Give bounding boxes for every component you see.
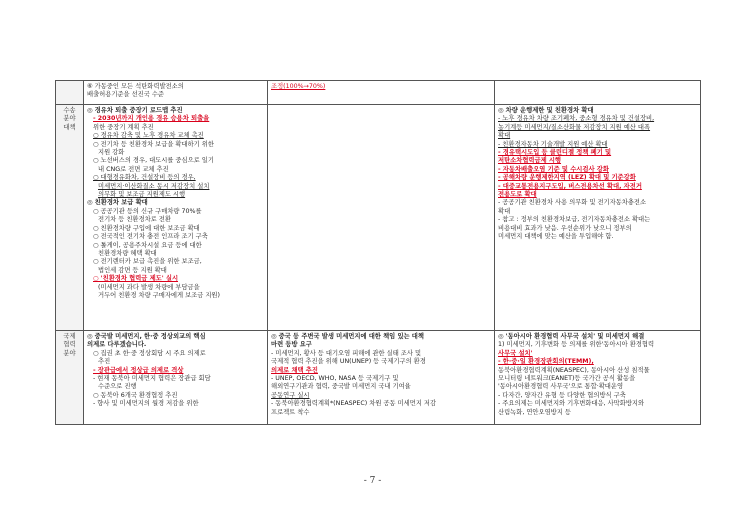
cell-row1-col2 — [268, 105, 495, 331]
text-line: 모니터링 네트워크(EANET)등 국가간 공식 활동을 — [498, 375, 636, 383]
text-line: - 다자간, 양자간 유형 등 다양한 협의방식 구축 — [498, 391, 626, 399]
document-page — [55, 80, 700, 425]
text-line: 의무화 및 보조금 지원제도 시행 — [98, 191, 186, 199]
text-line: ○ 전기차 등 친환경차 보급을 확대하기 위한 — [93, 140, 214, 148]
text-line: 확대 — [498, 207, 511, 215]
row-head-text: 분야 — [63, 115, 76, 123]
text-line: - 대중교통전용지구도입, 버스전용차선 확대, 자전거 — [498, 182, 642, 190]
text-line: - 장관급에서 정상급 의제로 격상 — [93, 366, 184, 374]
text-line: - 미세먼지, 황사 등 대기오염 피해에 관한 실태 조사 및 — [271, 349, 422, 357]
text-line: 의제로 채택 추진 — [271, 366, 318, 374]
text-line: 공동연구 실시 — [271, 391, 310, 399]
cell-row0-col2 — [268, 81, 495, 105]
section-heading: ◎ '동아시아 환경협력 사무국 설치' 및 미세먼지 해결 — [498, 333, 645, 340]
section-heading: ◎ 중국발 미세먼지, 한·중 정상외교의 핵심 — [87, 333, 206, 340]
text-line: - 2030년까지 개인용 경유 승용차 퇴출을 — [93, 115, 210, 123]
cell-row0-col1 — [84, 81, 268, 105]
text-line: (미세먼지 과다 발생 차량에 부담금을 — [98, 283, 200, 291]
cell-row2-col2 — [268, 331, 495, 425]
text-line: - 친환경자동차 기술개발 지원 예산 확대 — [498, 140, 608, 148]
table-row — [56, 105, 701, 331]
row-head-empty — [56, 81, 84, 105]
text-line: 비용대비 효과가 낮음. 우선순위가 낮으니 정부의 — [498, 224, 632, 232]
row-head-international — [56, 331, 84, 425]
table-row — [56, 331, 701, 425]
text-line: 법인세 감면 등 지원 확대 — [98, 266, 167, 274]
text-line: 산림녹화, 연안오염방지 등 — [498, 408, 571, 416]
section-heading: 마련 등방 요구 — [271, 341, 312, 349]
section-heading: ◎ 중국 등 주변국 발생 미세먼지에 대한 책임 있는 대책 — [271, 333, 424, 340]
text-line: - 자동차배출오염 기준 및 수시검사 강화 — [498, 165, 609, 173]
cell-row2-col1 — [84, 331, 268, 425]
text-line: 국제적 협력 추진을 위해 UN(UNEP) 등 국제기구의 환경 — [271, 358, 426, 366]
text-line: 위한 중장기 계획 추진 — [93, 123, 154, 131]
text-line: 지원 강화 — [98, 149, 125, 157]
text-line: ⑥ 가동중인 모든 석탄화력발전소의 — [87, 83, 184, 90]
row-head-text: 분야 — [63, 349, 76, 357]
text-line: - 현재 동북아 미세먼지 협력은 장관급 회담 — [93, 375, 211, 383]
table-row — [56, 81, 701, 105]
cell-row1-col3 — [495, 105, 701, 331]
text-line: 전기차 등 친환경차로 전환 — [98, 216, 171, 224]
text-line: - 공해차량 운행제한지역 (LEZ) 확대 및 기준강화 — [498, 174, 636, 182]
text-line: 수준으로 진행 — [98, 383, 137, 391]
text-line: ○ 전국적인 전기차 충전 인프라 조기 구축 — [93, 233, 208, 241]
row-head-text: 수송 — [63, 107, 76, 114]
section-heading: ◎ 차량 운행제한 및 친환경차 확대 — [498, 107, 594, 114]
text-line: 확대 — [498, 132, 511, 140]
text-line: - UNEP, OECD, WHO, NASA 등 국제기구 및 — [271, 375, 399, 383]
text-line: - 참고 : 정부의 친환경차보급, 전기자동차충전소 확대는 — [498, 216, 651, 224]
text-line: 동북아환경협력계획(NEASPEC), 동아시아 산성 침적물 — [498, 366, 650, 374]
text-line: 미세먼지 대책에 맞는 예산을 투입해야 함. — [498, 233, 614, 241]
text-line: 전용도로 확대 — [498, 191, 537, 199]
text-line: ○ 동북아 6개국 환경협정 추진 — [93, 391, 178, 399]
text-line: 거두어 친환경 차량 구매자에게 보조금 지원) — [98, 291, 220, 299]
text-line: 내 CNG로 전면 교체 추진 — [98, 165, 169, 173]
text-line: ○ 전기렌터카 보급 촉진을 위한 보조금, — [93, 258, 202, 266]
cell-row0-col3 — [495, 81, 701, 105]
section-heading: ◎ 친환경차 보급 확대 — [87, 199, 148, 207]
text-line: ○ 경유차 감축 및 노후 경유차 교체 촉진 — [93, 132, 204, 140]
text-line: 친환경차량 혜택 확대 — [98, 249, 157, 257]
text-line: ○ 집권 초 한·중 정상회담 시 주요 의제로 — [93, 349, 206, 357]
cell-row2-col3 — [495, 331, 701, 425]
text-line: 배출허용기준을 선진국 수준 — [87, 91, 164, 99]
text-line: ○ 톨게이, 공용주차시설 요금 등에 대한 — [93, 241, 202, 249]
text-line: - 노후 경유차 차량 조기폐차, 중소형 경유차 및 건설장비, — [498, 115, 655, 123]
text-line: 사무국 설치' — [498, 349, 533, 357]
text-line: - 향사 및 미세먼지의 월경 저감을 위한 — [93, 400, 199, 408]
text-line: - 경유택시도입 등 클린디젤 정책 폐기 및 — [498, 149, 612, 157]
row-head-text: 협력 — [63, 341, 76, 349]
text-line: ○ '친환경차 협력금 제도' 실시 — [93, 275, 179, 283]
text-line: - 한·중·일 환경장관회의(TEMM), — [498, 358, 594, 366]
text-line: 농기계등 미세먼지/질소산화물 저감장치 지원 예산 대폭 — [498, 123, 651, 131]
text-line: 프로젝트 착수 — [271, 408, 310, 416]
page-number: - 7 - — [363, 476, 382, 486]
row-head-text: 대책 — [63, 123, 76, 131]
text-line: ○ 친환경차량 구입에 대한 보조금 확대 — [93, 224, 200, 232]
section-heading: ◎ 경유차 퇴출 중장기 로드맵 추진 — [87, 107, 183, 114]
text-line: ○ 공공기관 등의 신규 구매차량 70%를 — [93, 207, 202, 215]
text-line: ○ 대형경유화차, 건설장비 등의 경우, — [93, 174, 196, 182]
text-line: 추진 — [98, 358, 111, 366]
text-line: '동아시아환경협력 사무국'으로 통합·확대운영 — [498, 383, 624, 391]
text-line: - 공공기관 친환경차 사용 의무화 및 전기자동차충전소 — [498, 199, 647, 207]
section-heading: 의제로 다루겠습니다. — [87, 341, 147, 349]
row-head-text: 국제 — [63, 333, 76, 340]
row-head-transport — [56, 105, 84, 331]
text-line: - 동북아환경협력계획*(NEASPEC) 차원 공동 미세먼지 저감 — [271, 400, 437, 408]
text-line: 저탄소차협력금제 시행 — [498, 157, 562, 165]
text-line: 해외연구기관과 협력, 중국발 미세먼지 국내 기여율 — [271, 383, 411, 391]
policy-comparison-table — [55, 80, 701, 425]
text-line: - 주요의제는 미세먼지와 기후변화대응, 사막화방지와 — [498, 400, 645, 408]
text-line: 1) 미세먼지, 기후변화 등 의제를 위한'동아시아 환경협력 — [498, 341, 655, 349]
cell-row1-col1 — [84, 105, 268, 331]
text-line: ○ 노선버스의 경우, 대도시를 중심으로 일기 — [93, 157, 214, 165]
text-line: 미세먼지·이산화질소 동시 저감장치 설치 — [98, 182, 210, 190]
text-line: 조정(100%→70%) — [271, 83, 326, 90]
